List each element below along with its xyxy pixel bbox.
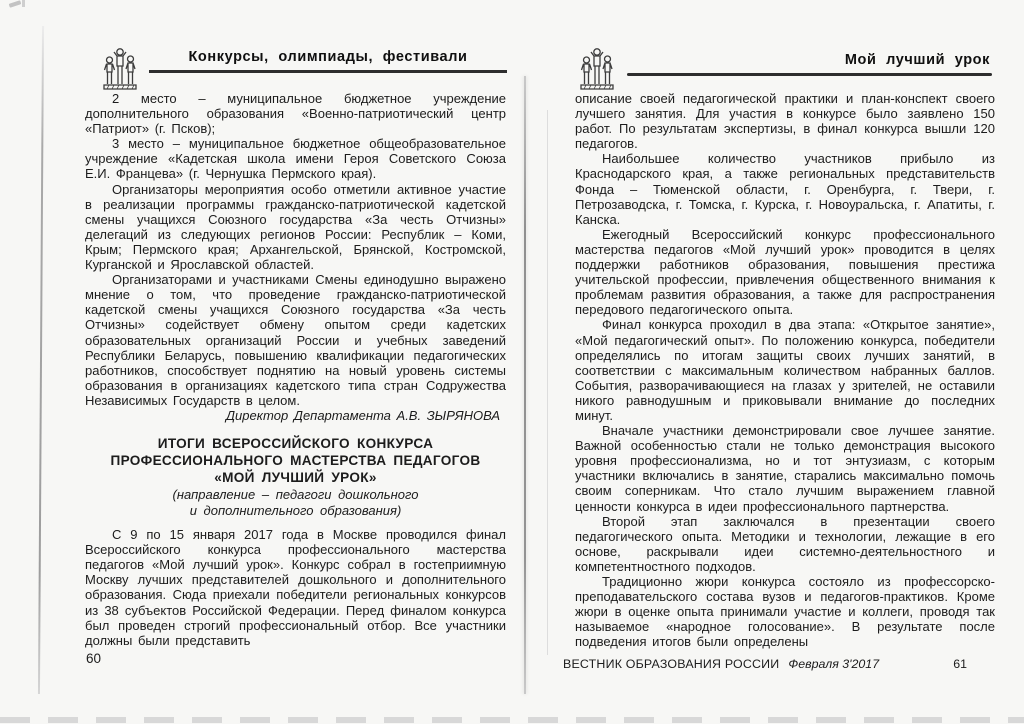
right-page-footer (563, 657, 967, 671)
right-header-rule (627, 73, 992, 76)
paragraph: Наибольшее количество участников прибыло из Краснодарского края, а также региональных представительств Фонда – Тюменской области, г. Оренбурга, г. Твери, г. Петрозаводска, г. Томска, г. Курска, г. Новоуральска, г. Апатиты, г. Канска. (575, 151, 995, 227)
journal-name: ВЕСТНИК ОБРАЗОВАНИЯ РОССИИ (563, 657, 780, 671)
article-title-line: ИТОГИ ВСЕРОССИЙСКОГО КОНКУРСА (157, 436, 434, 452)
left-page-text-column (85, 91, 506, 648)
article-subtitle-line: (направление – педагоги дошкольного (172, 487, 419, 503)
author-byline: Директор Департамента А.В. ЗЫРЯНОВА (225, 407, 500, 423)
article-subtitle-line: и дополнительного образования) (189, 502, 402, 518)
article-title (85, 435, 506, 486)
article-subtitle (85, 487, 506, 518)
journal-emblem-icon (578, 45, 616, 91)
scan-bottom-strip (0, 717, 1024, 723)
left-page-number: 60 (86, 651, 102, 666)
right-page-running-head: Мой лучший урок (844, 52, 990, 68)
paragraph: Организаторами и участниками Смены единодушно выражено мнение о том, что проведение гражданско-патриотической кадетской смены учащихся Союзного государства «За честь Отчизны» содействует обмену опытом среди кадетских образовательных организаций России и учебных заведений Республики Беларусь, повышению квалификации педагогических работников, способствует поднятию на новый уровень системы образования в организациях кадетского типа стран Содружества Независимых Государств в целом. (85, 272, 506, 408)
scan-corner-mark (22, 0, 25, 7)
book-gutter-shadow (547, 110, 548, 655)
paragraph: описание своей педагогической практики и план-конспект своего лучшего занятия. Для участия в конкурсе было заявлено 150 работ. По результатам экспертизы, в финал конкурса вышли 120 педагогов. (575, 91, 995, 152)
paragraph: Второй этап заключался в презентации своего педагогического опыта. Методики и технологии, лежащие в его основе, раскрывали идеи системно-деятельностного и компетентностного подходов. (575, 513, 995, 574)
book-gutter-line (524, 76, 526, 694)
paragraph: С 9 по 15 января 2017 года в Москве проводился финал Всероссийского конкурса профессионального мастерства педагогов «Мой лучший урок». Конкурс собрал в гостеприимную Москву лучших представителей дошкольного и дополнительного образования. Сюда приехали победители региональных конкурсов из 38 субъектов Российской Федерации. Перед финалом конкурса был проведен строгий профессиональный отбор. Все участники должны были представить (85, 527, 506, 648)
paragraph: Организаторы мероприятия особо отметили активное участие в реализации программы гражданско-патриотической кадетской смены учащихся Союзного государства «За честь Отчизны» делегаций из следующих регионов России: Республик – Коми, Крым; Пермского края; Архангельской, Брянской, Костромской, Курганской и Ярославской областей. (85, 181, 506, 273)
article-title-line: ПРОФЕССИОНАЛЬНОГО МАСТЕРСТВА ПЕДАГОГОВ (110, 453, 481, 469)
article-title-line: «МОЙ ЛУЧШИЙ УРОК» (214, 470, 377, 486)
journal-issue: Февраля 3'2017 (788, 657, 880, 671)
left-page-running-head: Конкурсы, олимпиады, фестивали (188, 49, 468, 65)
journal-emblem-icon (101, 45, 139, 91)
paragraph: Финал конкурса проходил в два этапа: «Открытое занятие», «Мой педагогический опыт». По положению конкурса, победители определялись по итогам защиты своих лучших занятий, в соответствии с максимальным количеством набранных баллов. События, разворачивающиеся на глазах у зрителей, не оставили никого равнодушным и приковывали внимание до последних минут. (575, 317, 995, 423)
paragraph: 2 место – муниципальное бюджетное учреждение дополнительного образования «Военно-патриотический центр «Патриот» (г. Псков); (85, 91, 506, 137)
paragraph: Традиционно жюри конкурса состояло из профессорско-преподавательского состава вузов и педагогов-практиков. Кроме жюри в оценке опыта принимали участие и коллеги, проводя так называемое «народное голосование». В результате после подведения итогов были определены (575, 574, 995, 650)
journal-imprint (563, 657, 879, 671)
scan-corner-mark (9, 0, 22, 8)
right-page-text-column (575, 91, 995, 649)
paragraph: Ежегодный Всероссийский конкурс профессионального мастерства педагогов «Мой лучший урок» проводится в целях поддержки работников образования, повышения престижа учительской профессии, привлечения общественного внимания к проблемам развития образования, а также для распространения передового педагогического опыта. (575, 226, 995, 318)
page-edge-line (38, 26, 44, 694)
right-page-number: 61 (953, 657, 967, 671)
left-header-rule (149, 70, 507, 73)
paragraph: Вначале участники демонстрировали свое лучшее занятие. Важной особенностью стали не только демонстрация высокого уровня профессионализма, но и тот энтузиазм, с которым участники включались в занятие, старались максимально помочь своим соперникам. Что стало лучшим выражением главной ценности конкурса в идеи профессионального партнерства. (575, 423, 995, 514)
paragraph: 3 место – муниципальное бюджетное общеобразовательное учреждение «Кадетская школа имени Героя Советского Союза Е.И. Францева» (г. Чернушка Пермского края). (85, 136, 506, 182)
